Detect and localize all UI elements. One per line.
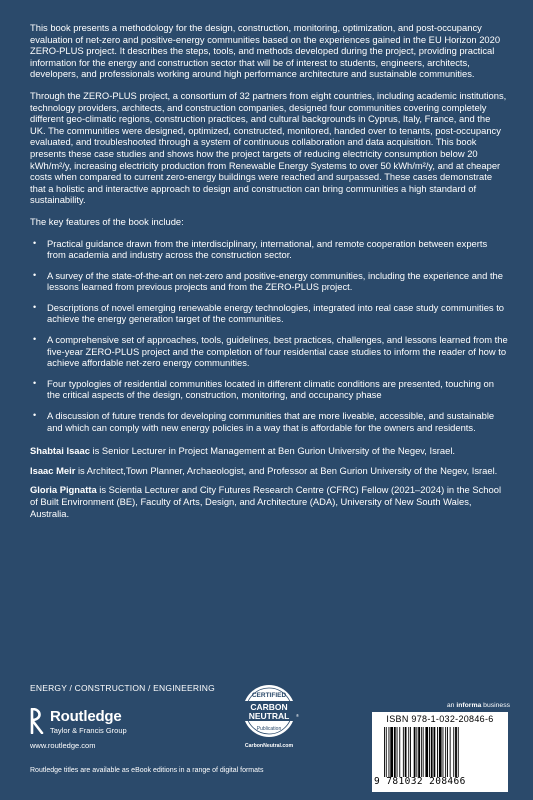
bullet-icon: • (33, 334, 37, 345)
author-name: Isaac Meir (30, 464, 76, 476)
barcode-bar (389, 727, 390, 777)
feature-text: A comprehensive set of approaches, tools, guidelines, best practices, challenges, and lessons learned from the five-year ZERO-PLUS project and the completion of four residential case studies to inform the reader of how to achieve affordable net-zero energy communities. (47, 334, 508, 369)
barcode-bar (425, 727, 428, 777)
feature-text: A survey of the state-of-the-art on net-zero and positive-energy communities, including the experience and the lessons learned from previous projects and from the ZERO-PLUS project. (47, 269, 503, 293)
publisher-website: www.routledge.com (30, 741, 96, 750)
seal-site: CarbonNeutral.com (244, 743, 294, 749)
barcode-bar (450, 727, 451, 777)
informa-brand: informa (456, 702, 482, 709)
feature-item (30, 302, 508, 325)
author-bio-text: is Architect,Town Planner, Archaeologist, and Professor at Ben Gurion University of the Negev, Israel. (75, 464, 498, 476)
informa-business (370, 702, 510, 709)
isbn-text: ISBN 978-1-032-20846-6 (386, 714, 494, 724)
author-bio (30, 484, 508, 519)
barcode-bar (447, 727, 448, 777)
barcode-bar (453, 727, 454, 777)
bullet-icon: • (33, 269, 37, 280)
barcode-bar (416, 727, 417, 777)
barcode-bars-icon (384, 727, 502, 777)
barcode-bar (394, 727, 396, 777)
seal-label: Publication (256, 726, 282, 732)
publisher-group: Taylor & Francis Group (50, 726, 127, 735)
feature-item (30, 238, 508, 261)
key-features-list (30, 238, 508, 434)
barcode-bar (421, 727, 422, 777)
barcode-bar (439, 727, 442, 777)
carbon-neutral-seal-icon (236, 683, 302, 761)
feature-text: Descriptions of novel emerging renewable energy technologies, integrated into real case study communities to achieve the energy generation target of the communities. (47, 301, 505, 325)
features-intro: The key features of the book include: (30, 215, 184, 227)
subject-category: ENERGY / CONSTRUCTION / ENGINEERING (30, 683, 215, 693)
feature-text: Four typologies of residential communities located in different climatic conditions are presented, touching on the critical aspects of the design, construction, monitoring, and occupancy phase (47, 377, 494, 401)
author-bio-text: is Senior Lecturer in Project Management at Ben Gurion University of the Negev, Israel. (89, 445, 456, 457)
barcode-bar (397, 727, 398, 777)
barcode-bar (431, 727, 433, 777)
ebook-note: Routledge titles are available as eBook editions in a range of digital formats (30, 767, 264, 774)
feature-item (30, 410, 508, 433)
isbn-barcode (372, 712, 508, 792)
barcode-bar (405, 727, 407, 777)
barcode-bar (458, 727, 459, 777)
author-bio (30, 445, 508, 457)
informa-prefix: an (446, 702, 457, 709)
routledge-r-icon (30, 708, 44, 734)
barcode-bar (437, 727, 438, 777)
seal-neutral-text: NEUTRAL (248, 711, 290, 721)
barcode-bar (410, 727, 411, 777)
feature-item (30, 270, 508, 293)
author-bios (30, 445, 508, 519)
seal-reg-mark: ® (296, 713, 299, 718)
bullet-icon: • (33, 410, 37, 421)
informa-suffix: business (481, 702, 510, 709)
feature-item (30, 378, 508, 401)
barcode-bar (455, 727, 457, 777)
barcode-bar (418, 727, 420, 777)
barcode-bar (429, 727, 430, 777)
barcode-bar (386, 727, 387, 777)
barcode-bar (384, 727, 385, 777)
description-paragraph-1: This book presents a methodology for the design, construction, monitoring, optimization, and post-occupancy evaluation of net-zero and positive-energy communities based on the experiences gained in the EU Horizon 2020 ZERO-PLUS project. It describes the steps, tools, and methods developed during the project, providing practical information for the energy and construction sector that will be of interest to students, engineers, architects, developers, and professionals working around high performance architecture and sustainable communities. (30, 22, 501, 80)
barcode-bar (399, 727, 400, 777)
seal-top-text: CERTIFIED (251, 692, 287, 699)
author-bio-text: is Scientia Lecturer and City Futures Research Centre (CFRC) Fellow (2021–2024) in the School of Built Environment (BE), Faculty of Arts, Design, and Architecture (ADA), University of New South Wales, Australia. (30, 484, 502, 519)
barcode-bar (445, 727, 446, 777)
barcode-bar (403, 727, 404, 777)
barcode-bar (443, 727, 444, 777)
feature-text: A discussion of future trends for developing communities that are more liveable, accessible, and sustainable and which can comply with new energy policies in a way that is affordable for the owners and residents. (47, 410, 495, 433)
barcode-bar (408, 727, 409, 777)
barcode-bar (434, 727, 436, 777)
seal-carbon-text: CARBON (250, 702, 288, 712)
author-name: Gloria Pignatta (30, 484, 97, 496)
barcode-digits: 9 781032 208466 (374, 776, 466, 787)
description-paragraph-2: Through the ZERO-PLUS project, a consortium of 32 partners from eight countries, including academic institutions, technology providers, architects, and construction companies, designed four communities covering completely different geo-climatic regions, construction practices, and cultural backgrounds in Cyprus, Italy, France, and the UK. The communities were designed, optimized, constructed, monitored, handed over to tenants, post-occupancy evaluated, and troubleshooted through a system of continuous collaboration and data acquisition. This book presents these case studies and shows how the project targets of reducing electricity consumption below 20 kWh/m²/y, increasing electricity production from Renewable Energy Systems to over 50 kWh/m²/y, and at cheaper costs when compared to current zero-energy buildings were reached and surpassed. These cases demonstrate that a holistic and interactive approach to design and construction can bring communities a high standard of sustainability. (30, 89, 507, 206)
feature-text: Practical guidance drawn from the interdisciplinary, international, and remote cooperation between experts from academia and industry across the construction sector. (47, 237, 488, 261)
feature-item (30, 334, 508, 369)
blurb (30, 22, 508, 527)
author-name: Shabtai Isaac (30, 445, 90, 457)
publisher-name: Routledge (50, 708, 122, 725)
bullet-icon: • (33, 301, 37, 312)
barcode-bar (390, 727, 393, 777)
barcode-bar (423, 727, 424, 777)
bullet-icon: • (33, 237, 37, 248)
author-bio (30, 465, 508, 477)
bullet-icon: • (33, 377, 37, 388)
barcode-bar (414, 727, 416, 777)
